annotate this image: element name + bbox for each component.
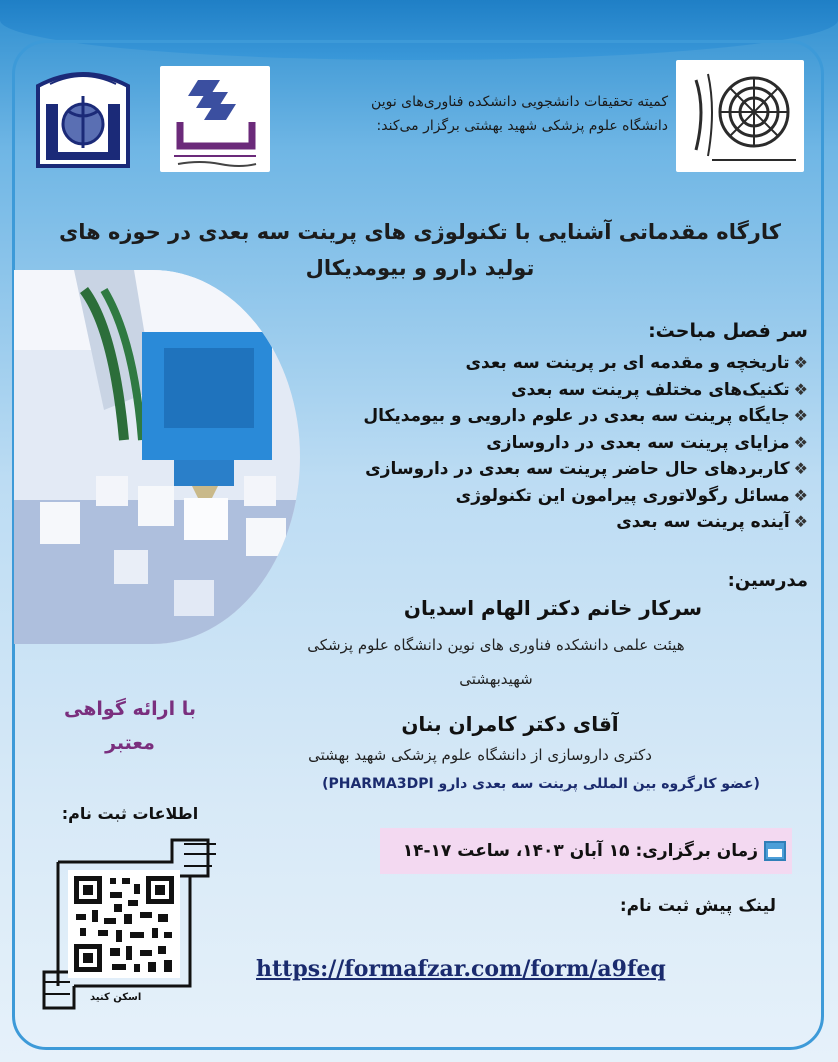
list-item: ❖جایگاه پرینت سه بعدی در علوم دارویی و بیومدیکال — [363, 406, 808, 426]
diamond-bullet-icon: ❖ — [793, 353, 808, 372]
diamond-bullet-icon: ❖ — [793, 485, 808, 505]
teacher-1-description: هیئت علمی دانشکده فناوری های نوین دانشگاه علوم پزشکی شهیدبهشتی — [307, 636, 685, 688]
topics-heading: سر فصل مباحث: — [648, 320, 808, 342]
diamond-bullet-icon: ❖ — [793, 459, 808, 478]
qr-code — [68, 870, 180, 978]
schedule-text: زمان برگزاری: ۱۵ آبان ۱۴۰۳، ساعت ۱۷-۱۴ — [402, 841, 758, 861]
teacher-2-description: دکتری داروسازی از دانشگاه علوم پزشکی شهید بهشتی — [308, 746, 652, 764]
diamond-bullet-icon: ❖ — [793, 379, 808, 399]
teacher-2-membership: (عضو کارگروه بین المللی پرینت سه بعدی دارو PHARMA3DPI) — [322, 776, 760, 792]
topics-list — [288, 350, 808, 536]
shahid-beheshti-university-logo — [676, 60, 804, 172]
certificate-note: با ارائه گواهی معتبر — [64, 698, 196, 754]
list-item: ❖تکنیک‌های مختلف پرینت سه بعدی — [511, 379, 808, 400]
teacher-1-name: سرکار خانم دکتر الهام اسدیان — [403, 596, 703, 620]
teachers-label: مدرسین: — [727, 570, 808, 591]
student-research-committee-logo — [28, 66, 138, 172]
organizer-line-1: کمیته تحقیقات دانشجویی دانشکده فناوری‌های نوین — [371, 94, 668, 110]
new-technologies-faculty-logo — [160, 66, 270, 172]
list-item: ❖کاربردهای حال حاضر پرینت سه بعدی در داروسازی — [365, 459, 808, 479]
qr-code-frame — [40, 836, 220, 1012]
list-item: ❖مزایای پرینت سه بعدی در داروسازی — [486, 432, 808, 453]
registration-info-label: اطلاعات ثبت نام: — [61, 804, 199, 823]
schedule-box — [380, 828, 792, 874]
teacher-2-name: آقای دکتر کامران بنان — [401, 712, 619, 736]
organizer-line-2: دانشگاه علوم پزشکی شهید بهشتی برگزار می‌کند: — [376, 118, 668, 134]
calendar-icon — [764, 841, 786, 861]
list-item: ❖تاریخچه و مقدمه ای بر پرینت سه بعدی — [465, 353, 808, 373]
scan-label: اسکن کنید — [90, 992, 142, 1003]
diamond-bullet-icon: ❖ — [793, 512, 808, 531]
organizer-text — [278, 90, 668, 138]
list-item: ❖مسائل رگولاتوری پیرامون این تکنولوژی — [455, 485, 808, 506]
registration-link[interactable]: https://formafzar.com/form/a9feq — [256, 956, 666, 982]
diamond-bullet-icon: ❖ — [793, 432, 808, 452]
3d-printer-photo — [14, 270, 300, 644]
preregistration-label: لینک پیش ثبت نام: — [619, 896, 776, 916]
workshop-title: کارگاه مقدماتی آشنایی با تکنولوژی های پرینت سه بعدی در حوزه های تولید دارو و بیومدیکال — [59, 220, 781, 280]
diamond-bullet-icon: ❖ — [793, 406, 808, 425]
list-item: ❖آینده پرینت سه بعدی — [616, 512, 808, 532]
